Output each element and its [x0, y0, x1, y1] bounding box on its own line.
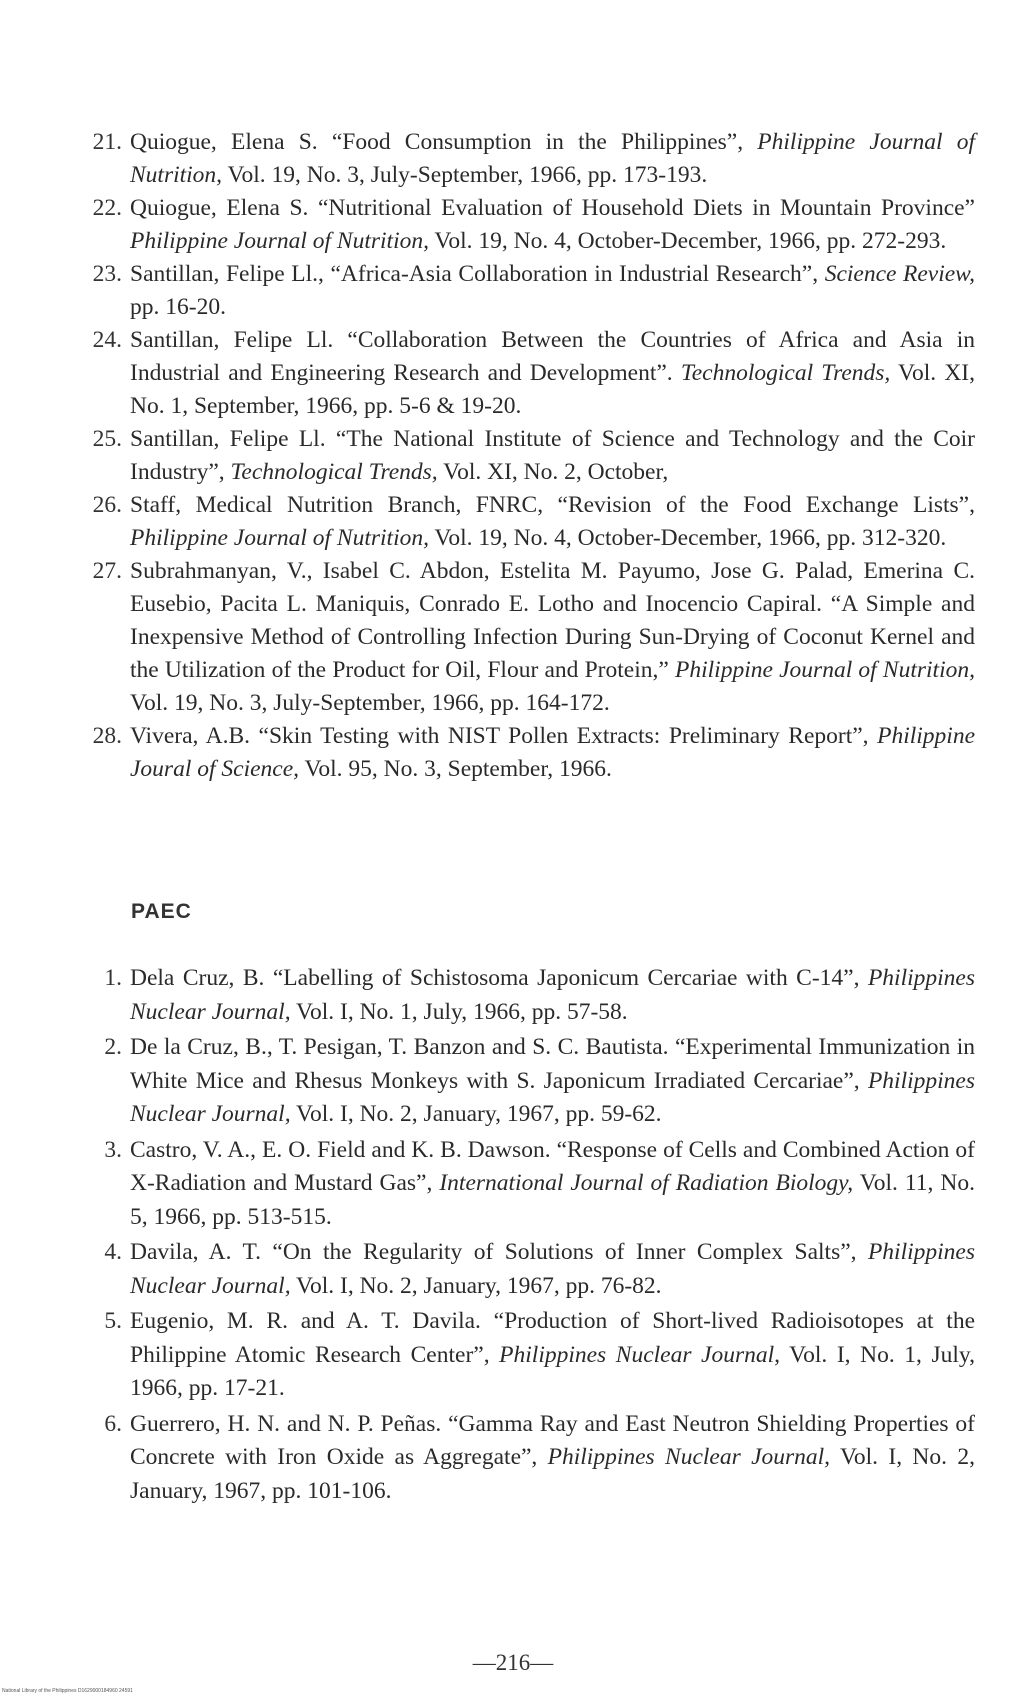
reference-text: Quiogue, Elena S. “Food Consumption in the Philippines”,: [130, 129, 758, 155]
reference-item: [80, 720, 975, 786]
reference-source: Philippines Nuclear Journal,: [547, 1444, 831, 1470]
reference-details: Vol. XI, No. 1, September, 1966, pp. 5-6 & 19-20.: [130, 360, 976, 419]
reference-number: 23.: [92, 261, 122, 287]
reference-number: 22.: [92, 195, 122, 221]
reference-text: Santillan, Felipe Ll. “The National Institute of Science and Technology and the Coir Industry”,: [130, 426, 975, 485]
reference-details: Vol. 11, No. 5, 1966, pp. 513-515.: [130, 1170, 975, 1230]
reference-text: Subrahmanyan, V., Isabel C. Abdon, Estelita M. Payumo, Jose G. Palad, Emerina C. Eusebio, Pacita L. Maniquis, Conrado E. Lotho and Inocencio Capiral. “A Simple and Inexpensive Method of Controlling Infection During Sun-Drying of Coconut Kernel and the Utilization of the Product for Oil, Flour and Protein,”: [130, 558, 975, 683]
reference-details: Vol. 19, No. 4, October-December, 1966, pp. 272-293.: [428, 228, 947, 254]
reference-details: Vol. XI, No. 2, October,: [437, 459, 669, 485]
reference-details: Vol. 95, No. 3, September, 1966.: [299, 756, 612, 782]
page-number: —216—: [472, 1650, 554, 1675]
reference-text: Castro, V. A., E. O. Field and K. B. Dawson. “Response of Cells and Combined Action of X-Radiation and Mustard Gas”,: [130, 1136, 975, 1196]
reference-text: Staff, Medical Nutrition Branch, FNRC, “Revision of the Food Exchange Lists”,: [130, 492, 975, 518]
reference-source: Philippine Journal of Nutrition,: [130, 129, 975, 188]
reference-text: Santillan, Felipe Ll., “Africa-Asia Collaboration in Industrial Research”,: [130, 261, 825, 287]
reference-source: International Journal of Radiation Biology,: [439, 1170, 854, 1196]
reference-item: [80, 324, 975, 423]
reference-source: Technological Trends,: [230, 459, 438, 485]
reference-item: [80, 1236, 975, 1303]
reference-number: 5.: [104, 1308, 122, 1334]
reference-number: 1.: [104, 965, 122, 991]
reference-source: Science Review,: [824, 261, 975, 287]
reference-details: Vol. I, No. 1, July, 1966, pp. 57-58.: [290, 998, 628, 1025]
reference-item: [80, 126, 975, 192]
reference-item: [80, 555, 975, 720]
reference-number: 2.: [104, 1034, 122, 1060]
reference-item: [80, 1134, 975, 1235]
reference-text: Santillan, Felipe Ll. “Collaboration Between the Countries of Africa and Asia in Industrial and Engineering Research and Development”.: [130, 327, 975, 386]
reference-source: Philippines Nuclear Journal,: [130, 1067, 975, 1127]
reference-list-paec: [80, 962, 975, 1510]
reference-number: 25.: [92, 426, 122, 452]
reference-details: Vol. I, No. 2, January, 1967, pp. 59-62.: [290, 1101, 662, 1127]
reference-number: 3.: [104, 1136, 122, 1163]
reference-item: [80, 962, 975, 1029]
reference-number: 21.: [92, 129, 122, 155]
reference-text: De la Cruz, B., T. Pesigan, T. Banzon and S. C. Bautista. “Experimental Immunization in White Mice and Rhesus Monkeys with S. Japonicum Irradiated Cercariae”,: [130, 1034, 975, 1094]
reference-details: Vol. I, No. 2, January, 1967, pp. 101-106.: [130, 1444, 975, 1504]
reference-item: [80, 489, 975, 555]
reference-text: Quiogue, Elena S. “Nutritional Evaluation of Household Diets in Mountain Province”: [130, 195, 975, 221]
section-heading: PAEC: [131, 900, 192, 923]
reference-number: 24.: [92, 327, 122, 353]
scan-footer: National Library of the Philippines D1629000184960 24591: [2, 1688, 133, 1694]
reference-number: 4.: [104, 1239, 122, 1265]
reference-item: [80, 258, 975, 324]
reference-number: 26.: [92, 492, 122, 518]
reference-source: Philippine Journal of Nutrition,: [675, 657, 975, 683]
reference-source: Philippines Nuclear Journal,: [130, 1239, 975, 1299]
reference-text: Dela Cruz, B. “Labelling of Schistosoma Japonicum Cercariae with C-14”,: [130, 965, 868, 991]
reference-source: Philippine Journal of Nutrition,: [130, 228, 429, 254]
reference-text: Vivera, A.B. “Skin Testing with NIST Pollen Extracts: Preliminary Report”,: [130, 723, 878, 749]
reference-text: Eugenio, M. R. and A. T. Davila. “Production of Short-lived Radioisotopes at the Philippine Atomic Research Center”,: [130, 1308, 975, 1368]
reference-details: Vol. I, No. 1, July, 1966, pp. 17-21.: [130, 1341, 975, 1401]
reference-source: Philippine Joural of Science,: [130, 723, 975, 782]
reference-details: Vol. 19, No. 4, October-December, 1966, pp. 312-320.: [428, 525, 947, 551]
reference-text: Guerrero, H. N. and N. P. Peñas. “Gamma Ray and East Neutron Shielding Properties of Concrete with Iron Oxide as Aggregate”,: [130, 1410, 975, 1470]
reference-text: Davila, A. T. “On the Regularity of Solutions of Inner Complex Salts”,: [130, 1239, 868, 1265]
reference-source: Philippines Nuclear Journal,: [130, 965, 975, 1025]
reference-details: Vol. 19, No. 3, July-September, 1966, pp. 173-193.: [222, 162, 708, 188]
reference-item: [80, 423, 975, 489]
reference-item: [80, 192, 975, 258]
reference-number: 27.: [92, 558, 122, 584]
reference-source: Technological Trends,: [680, 360, 891, 386]
reference-details: pp. 16-20.: [130, 294, 226, 320]
reference-number: 28.: [92, 723, 122, 749]
reference-source: Philippines Nuclear Journal,: [499, 1341, 781, 1368]
reference-list-continued: [80, 126, 975, 786]
reference-details: Vol. I, No. 2, January, 1967, pp. 76-82.: [290, 1272, 662, 1299]
reference-details: Vol. 19, No. 3, July-September, 1966, pp. 164-172.: [130, 690, 610, 716]
reference-number: 6.: [104, 1410, 122, 1437]
reference-item: [80, 1031, 975, 1132]
reference-source: Philippine Journal of Nutrition,: [130, 525, 429, 551]
reference-item: [80, 1305, 975, 1406]
reference-item: [80, 1408, 975, 1509]
